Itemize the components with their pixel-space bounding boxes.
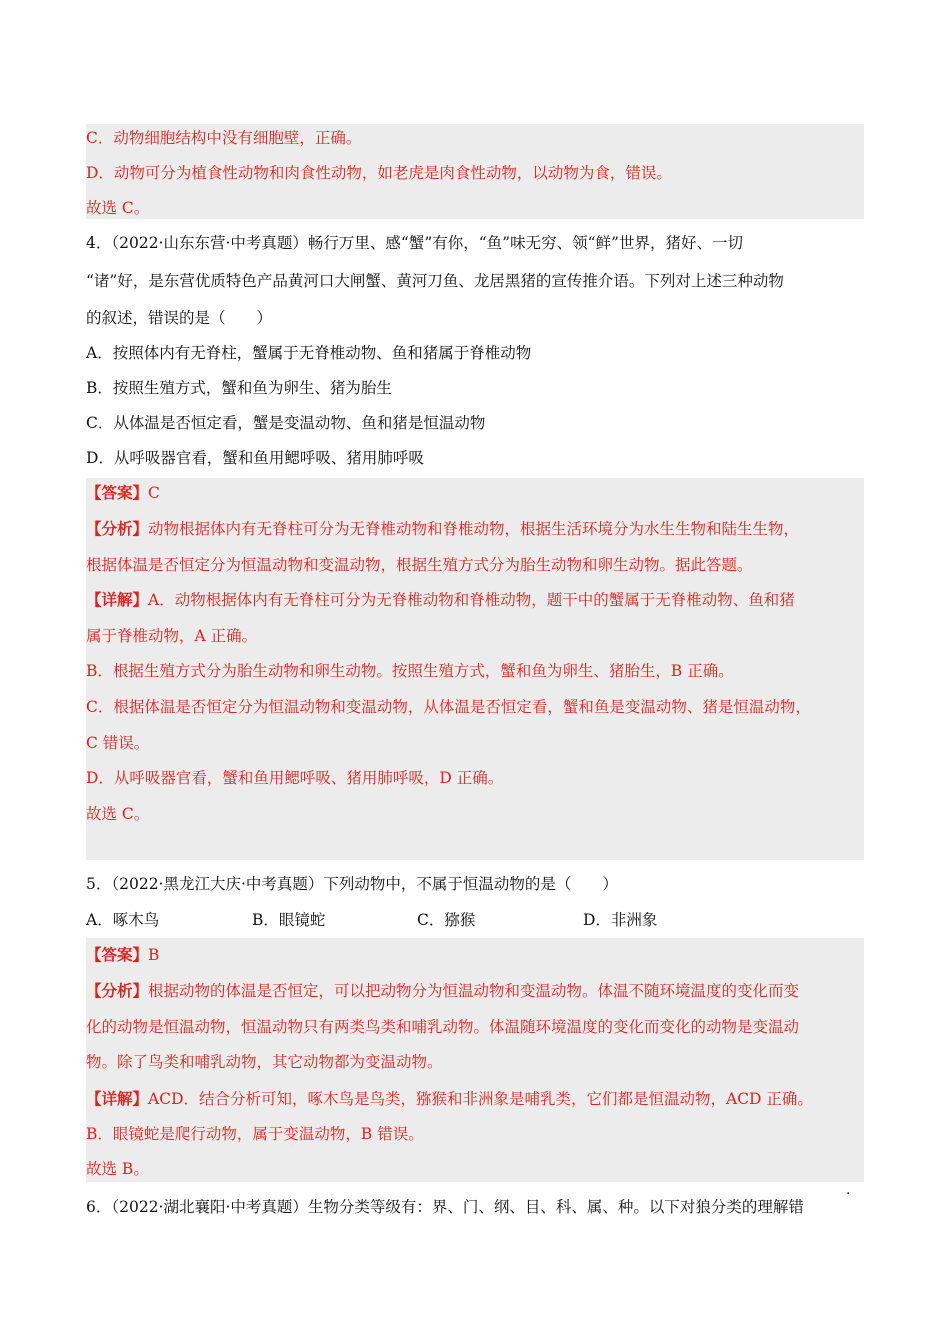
q4-detail-line-5: C 错误。 — [86, 734, 150, 752]
q5-analysis-line-3: 物。除了鸟类和哺乳动物，其它动物都为变温动物。 — [86, 1053, 443, 1071]
q6-stem-line-1: 6．（2022·湖北襄阳·中考真题）生物分类等级有：界、门、纲、目、科、属、种。以下对狼分类的理解错 — [86, 1198, 804, 1216]
analysis-text: 动物根据体内有无脊柱可分为无脊椎动物和脊椎动物，根据生活环境分为水生生物和陆生生物， — [148, 520, 800, 538]
q4-explanation-box — [86, 478, 864, 860]
q5-explanation-box — [86, 938, 864, 1182]
q4-option-a: A．按照体内有无脊柱，蟹属于无脊椎动物、鱼和猪属于脊椎动物 — [86, 344, 532, 362]
q4-analysis-line-1 — [86, 519, 799, 539]
q5-choose: 故选 B。 — [86, 1160, 149, 1178]
detail-tag: 【详解】 — [86, 1089, 149, 1108]
q5-analysis-line-1 — [86, 981, 799, 1001]
q4-detail-line-4: C．根据体温是否恒定分为恒温动物和变温动物，从体温是否恒定看，蟹和鱼是变温动物、猪是恒温动物， — [86, 698, 811, 716]
q4-stem-line-1: 4．（2022·山东东营·中考真题）畅行万里、感“蟹”有你，“鱼”味无穷、领“鲜”世界，猪好、一切 — [86, 234, 743, 252]
answer-tag: 【答案】 — [86, 945, 149, 964]
q4-option-c: C．从体温是否恒定看，蟹是变温动物、鱼和猪是恒温动物 — [86, 414, 486, 432]
q4-detail-line-2: 属于脊椎动物，A 正确。 — [86, 627, 258, 645]
q5-option-d: D．非洲象 — [583, 911, 658, 929]
q5-answer — [86, 945, 159, 965]
analysis-tag: 【分析】 — [86, 519, 149, 538]
q4-choose: 故选 C。 — [86, 805, 150, 823]
analysis-tag: 【分析】 — [86, 981, 149, 1000]
q5-option-c: C．猕猴 — [417, 911, 476, 929]
analysis-text: 根据动物的体温是否恒定，可以把动物分为恒温动物和变温动物。体温不随环境温度的变化而变 — [148, 982, 800, 1000]
q3-detail-d: D．动物可分为植食性动物和肉食性动物，如老虎是肉食性动物，以动物为食，错误。 — [86, 164, 672, 182]
emphasis-dot-icon: · — [846, 1186, 851, 1202]
q5-option-b: B．眼镜蛇 — [252, 911, 326, 929]
q3-detail-c: C．动物细胞结构中没有细胞壁，正确。 — [86, 129, 362, 147]
q5-analysis-line-2: 化的动物是恒温动物，恒温动物只有两类鸟类和哺乳动物。体温随环境温度的变化而变化的动物是变温动 — [86, 1018, 800, 1036]
q4-detail-line-3: B．根据生殖方式分为胎生动物和卵生动物。按照生殖方式，蟹和鱼为卵生、猪胎生，B 正确。 — [86, 662, 734, 680]
detail-tag: 【详解】 — [86, 590, 149, 609]
q5-option-a: A．啄木鸟 — [86, 911, 160, 929]
q4-option-d: D．从呼吸器官看，蟹和鱼用鳃呼吸、猪用肺呼吸 — [86, 449, 424, 467]
q5-stem: 5．（2022·黑龙江大庆·中考真题）下列动物中，不属于恒温动物的是（ ） — [86, 875, 618, 893]
q5-detail-line-1 — [86, 1089, 813, 1109]
answer-tag: 【答案】 — [86, 483, 149, 502]
q4-answer — [86, 483, 160, 503]
answer-value: B — [148, 946, 160, 964]
q4-analysis-line-2: 根据体温是否恒定分为恒温动物和变温动物，根据生殖方式分为胎生动物和卵生动物。据此答题。 — [86, 556, 753, 574]
q4-detail-line-1 — [86, 590, 795, 610]
q5-detail-line-2: B．眼镜蛇是爬行动物，属于变温动物，B 错误。 — [86, 1125, 424, 1143]
q4-detail-line-6: D．从呼吸器官看，蟹和鱼用鳃呼吸、猪用肺呼吸，D 正确。 — [86, 769, 504, 787]
q4-option-b: B．按照生殖方式，蟹和鱼为卵生、猪为胎生 — [86, 379, 392, 397]
q3-explanation-box — [86, 124, 864, 219]
detail-text: A．动物根据体内有无脊柱可分为无脊椎动物和脊椎动物，题干中的蟹属于无脊椎动物、鱼和猪 — [148, 591, 795, 609]
detail-text: ACD．结合分析可知，啄木鸟是鸟类，猕猴和非洲象是哺乳类，它们都是恒温动物，ACD 正确。 — [148, 1090, 813, 1108]
answer-value: C — [148, 484, 160, 502]
q3-choose: 故选 C。 — [86, 199, 150, 217]
q4-stem-line-3: 的叙述，错误的是（ ） — [86, 309, 273, 327]
q4-stem-line-2: “诸”好，是东营优质特色产品黄河口大闸蟹、黄河刀鱼、龙居黑猪的宣传推介语。下列对上述三种动物 — [86, 272, 784, 290]
